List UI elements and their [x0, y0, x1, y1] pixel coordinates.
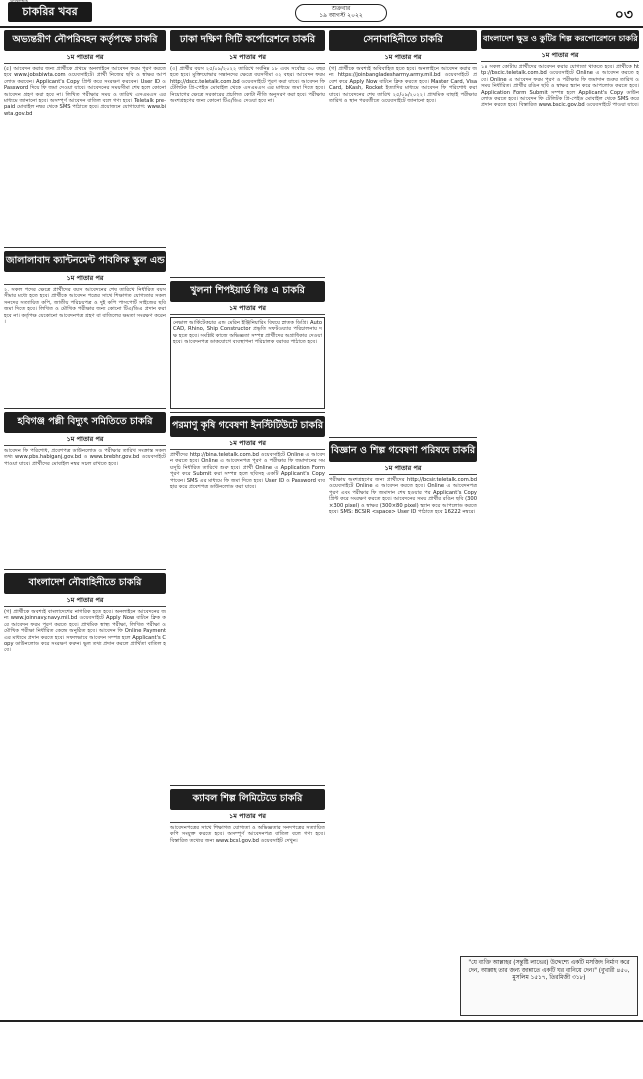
article [329, 441, 477, 1032]
continued-label: ১ম পাতার পর [329, 52, 477, 64]
column-1 [4, 30, 224, 1079]
article-body: আবেদনপত্রের সাথে শিক্ষাগত যোগ্যতা ও অভিজ্ঞতার সনদপত্রের সত্যায়িত কপি সংযুক্ত করতে হবে। অসম্পূর্ণ আবেদনপত্র বাতিল বলে গণ্য হবে। বিস্তারিত তথ্যের জন্য www.bcsl.gov.bd ওয়েবসাইট দেখুন। [170, 825, 325, 844]
article-body: নেভাল আর্কিটেকচার এন্ড মেরিন ইঞ্জিনিয়ারিং বিষয়ে স্নাতক ডিগ্রি। AutoCAD, Rhino, Ship Constructor প্রভৃতি সফটওয়্যার পরিচালনায় দক্ষ হতে হবে। সংশ্লিষ্ট কাজে অভিজ্ঞতা সম্পন্ন প্রার্থীদের অগ্রাধিকার দেওয়া হবে। আবেদনপত্র ডাকযোগে ব্যবস্থাপনা পরিচালক বরাবর পাঠাতে হবে। [173, 320, 322, 346]
continued-label: ১ম পাতার পর [4, 273, 166, 285]
masthead [0, 0, 643, 28]
article-body: (গ) প্রার্থীকে অবশ্যই বাংলাদেশের নাগরিক হতে হবে। অনলাইনে আবেদনের জন্য www.joinnavy.navy.mil.bd ওয়েবসাইটে Apply Now বাটনে ক্লিক করে আবেদন ফরম পূরণ করতে হবে। প্রাথমিক স্বাস্থ্য পরীক্ষা, লিখিত পরীক্ষা ও মৌখিক পরীক্ষা নির্ধারিত কেন্দ্রে অনুষ্ঠিত হবে। আবেদন ফি Online Payment এর মাধ্যমে প্রদান করতে হবে। সফলভাবে আবেদন সম্পন্ন হলে Applicant's Copy ডাউনলোড করে সংরক্ষণ করুন। ভুল তথ্য প্রদান করলে প্রার্থিতা বাতিল হবে। [4, 609, 166, 654]
article-body: (গ) প্রার্থীকে অবশ্যই অবিবাহিত হতে হবে। অনলাইনে আবেদন করার জন্য https://joinbangladesharmy.army.mil.bd ওয়েবসাইটে প্রবেশ করে Apply Now বাটনে ক্লিক করতে হবে। Master Card, Visa Card, bKash, Rocket ইত্যাদির মাধ্যমে আবেদন ফি পরিশোধ করা যাবে। আবেদনের শেষ তারিখ ২৫/০৯/২০২২। প্রাথমিক বাছাই পরীক্ষার তারিখ ও স্থান পরবর্তীতে ওয়েবসাইটে জানানো হবে। [329, 66, 477, 105]
article-title: অভ্যন্তরীণ নৌপরিবহন কর্তৃপক্ষে চাকরি [4, 30, 166, 51]
article-title: পরমাণু কৃষি গবেষণা ইনস্টিটিউটে চাকরি [170, 416, 325, 437]
column-3 [329, 30, 477, 1032]
issue-weekday: শুক্রবার [331, 5, 351, 12]
article-title: বাংলাদেশ নৌবাহিনীতে চাকরি [4, 573, 166, 594]
article [170, 789, 325, 975]
newspaper-logo: চাকরির খবর [8, 2, 92, 22]
article-body: (৫) আবেদন করার জন্য প্রার্থীকে প্রথমে অনলাইনে আবেদন ফরম পূরণ করতে হবে www.jobsbiwta.com ওয়েবসাইটে। প্রার্থী নিজের ছবি ও স্বাক্ষর আপলোড করবেন। Applicant's Copy প্রিন্ট করে সংরক্ষণ করবেন। User ID ও Password দিয়ে ফি জমা দেওয়া যাবে। আবেদনের সময়সীমা শেষ হলে কোনো আবেদন গ্রহণ করা হবে না। লিখিত পরীক্ষার সময় ও তারিখ এসএমএস এর মাধ্যমে জানানো হবে। অসম্পূর্ণ আবেদন বাতিল বলে গণ্য হবে। Teletalk pre-paid মোবাইল নম্বর থেকে SMS পাঠাতে হবে। প্রয়োজনে যোগাযোগ: www.biwta.gov.bd [4, 66, 166, 117]
issue-date [295, 4, 387, 22]
article-title: ক্যাবল শিল্প লিমিটেডে চাকরি [170, 789, 325, 810]
continued-label: ১ম পাতার পর [329, 463, 477, 475]
continued-label: ১ম পাতার পর [4, 434, 166, 446]
article-body: ২. সকল পদের ক্ষেত্রে প্রার্থীদের বয়স আবেদনের শেষ তারিখে নির্ধারিত বয়সসীমার মধ্যে হতে হবে। প্রার্থীকে আবেদন পত্রের সাথে শিক্ষাগত যোগ্যতার সকল সনদের সত্যায়িত কপি, জাতীয় পরিচয়পত্র ও দুই কপি পাসপোর্ট সাইজের ছবি জমা দিতে হবে। লিখিত ও মৌখিক পরীক্ষার জন্য কোনো টিএ/ডিএ প্রদান করা হবে না। কর্তৃপক্ষ যেকোনো আবেদনপত্র গ্রহণ বা বাতিলের ক্ষমতা সংরক্ষণ করেন। [4, 287, 166, 326]
article [4, 412, 166, 566]
article-body: ১৪ সকল কোটায় প্রার্থীদের আবেদন করার যোগ্যতা থাকতে হবে। প্রার্থীকে http://bscic.teletalk.com.bd ওয়েবসাইটে Online এ আবেদন করতে হবে। Online এ আবেদন ফরম পূরণ ও পরীক্ষার ফি জমাদান শুরুর তারিখ ও সময় নির্ধারিত। প্রার্থীর রঙিন ছবি ও স্বাক্ষর স্ক্যান করে আপলোড করতে হবে। Application Form Submit সম্পন্ন হলে Applicant's Copy ডাউনলোড করতে হবে। আবেদন ফি টেলিটক প্রি-পেইড মোবাইল থেকে SMS করে প্রদান করতে হবে। বিস্তারিত www.bscic.gov.bd ওয়েবসাইটে পাওয়া যাবে। [481, 64, 639, 109]
article-title: হবিগঞ্জ পল্লী বিদ্যুৎ সমিতিতে চাকরি [4, 412, 166, 433]
column-4 [481, 30, 639, 944]
article [4, 30, 166, 244]
issue-date-text: ১৯ আগস্ট ২০২২ [319, 12, 363, 19]
article [481, 30, 639, 944]
continued-label: ১ম পাতার পর [4, 52, 166, 64]
continued-label: ১ম পাতার পর [170, 438, 325, 450]
article-body: আবেদন ফি পরিশোধ, প্রবেশপত্র ডাউনলোড ও পরীক্ষার তারিখ সংক্রান্ত সকল তথ্য www.pbs.habiganj.gov.bd ও www.brebhr.gov.bd ওয়েবসাইটে পাওয়া যাবে। প্রার্থীদের মোবাইল নম্বর সচল রাখতে হবে। [4, 448, 166, 467]
article-title: জালালাবাদ ক্যান্টনমেন্ট পাবলিক স্কুল এন্ড কলেজে চাকরি [4, 251, 166, 272]
job-table [170, 317, 325, 409]
continued-label: ১ম পাতার পর [170, 52, 325, 64]
article-body: পরীক্ষায় অংশগ্রহণের জন্য প্রার্থীদের http://bcsir.teletalk.com.bd ওয়েবসাইটে Online এ আবেদন করতে হবে। Online এ আবেদনপত্র পূরণ এবং পরীক্ষার ফি জমাদান শেষ হওয়ার পর Applicant's Copy প্রিন্ট করে সংরক্ষণ করতে হবে। আবেদনের সময় প্রার্থীর রঙিন ছবি (300×300 pixel) ও স্বাক্ষর (300×80 pixel) স্ক্যান করে আপলোড করতে হবে। SMS: BCSIR <space> User ID পাঠাতে হবে 16222 নম্বরে। [329, 477, 477, 516]
article-title: বাংলাদেশ ক্ষুদ্র ও কুটির শিল্প করপোরেশনে চাকরি [481, 30, 639, 49]
article [170, 416, 325, 782]
article-title: সেনাবাহিনীতে চাকরি [329, 30, 477, 51]
article [329, 30, 477, 434]
continued-label: ১ম পাতার পর [481, 50, 639, 62]
article [170, 281, 325, 409]
article [4, 573, 166, 1079]
article-title: খুলনা শিপইয়ার্ড লিঃ এ চাকরি [170, 281, 325, 302]
hadith-quote: "যে ব্যক্তি আল্লাহর (সন্তুষ্টি লাভের) উদ্দেশ্যে একটি মসজিদ নির্মাণ করে দেন, আল্লাহ তার জন্য জান্নাতে একটি ঘর বানিয়ে দেন।" (বুখারী ৪৫০, মুসলিম ১৫১৭, তিরমিজী ৩১৮) [468, 960, 630, 981]
hadith-quote-box [460, 956, 638, 1016]
continued-label: ১ম পাতার পর [170, 303, 325, 315]
article-title: ঢাকা দক্ষিণ সিটি কর্পোরেশনে চাকরি [170, 30, 325, 51]
continued-label: ১ম পাতার পর [170, 811, 325, 823]
continued-label: ১ম পাতার পর [4, 595, 166, 607]
column-2 [170, 30, 325, 975]
article [4, 251, 224, 405]
page-number: ০৩ [614, 7, 633, 23]
article [170, 30, 325, 274]
article-body: (৩) প্রার্থীর বয়স ২৫/০৯/২০২২ তারিখে সর্বনিম্ন ১৮ এবং সর্বোচ্চ ৩০ বছর হতে হবে। মুক্তিযোদ্ধার সন্তানদের ক্ষেত্রে বয়সসীমা ৩২ বছর। আবেদন ফরম http://dscc.teletalk.com.bd ওয়েবসাইটে পূরণ করা যাবে। আবেদন ফি টেলিটক প্রি-পেইড মোবাইল থেকে এসএমএস এর মাধ্যমে জমা দিতে হবে। নিয়োগের ক্ষেত্রে সরকারের প্রচলিত কোটা নীতি অনুসরণ করা হবে। পরীক্ষায় অংশগ্রহণের জন্য কোনো টিএ/ডিএ দেওয়া হবে না। [170, 66, 325, 105]
article-body: প্রার্থীদের http://bina.teletalk.com.bd ওয়েবসাইটে Online এ আবেদন করতে হবে। Online এ আবেদনপত্র পূরণ ও পরীক্ষার ফি জমাদানের সময়সূচি নির্ধারিত তারিখে শুরু হবে। প্রার্থী Online এ Application Form পূরণ করে Submit করা সম্পন্ন হলে ছবিসহ একটি Applicant's Copy পাবেন। SMS এর মাধ্যমে ফি জমা দিতে হবে। User ID ও Password ব্যবহার করে প্রবেশপত্র ডাউনলোড করা যাবে। [170, 452, 325, 491]
article-title: বিজ্ঞান ও শিল্প গবেষণা পরিষদে চাকরি [329, 441, 477, 462]
page-footer-rule [0, 1020, 643, 1022]
